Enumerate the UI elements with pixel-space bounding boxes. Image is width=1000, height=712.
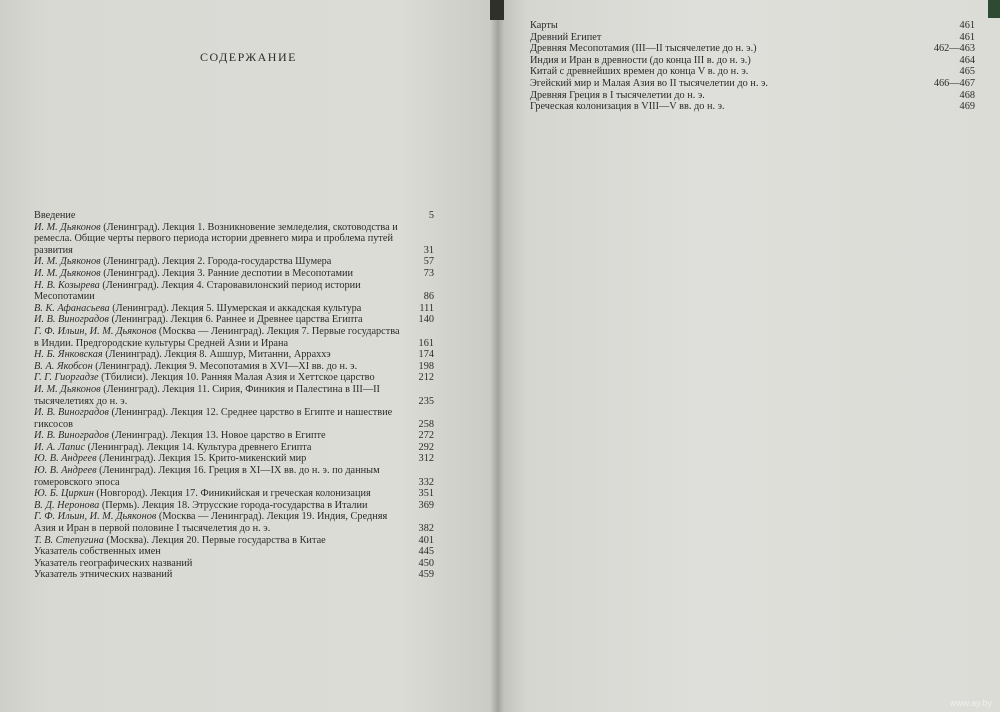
- toc-entry-title: Китай с древнейших времен до конца V в. до н. э.: [530, 66, 749, 78]
- toc-entry-page: 161: [418, 337, 434, 349]
- toc-entry: [34, 280, 434, 303]
- toc-entry-title: (Новгород). Лекция 17. Финикийская и греческая колонизация: [96, 488, 371, 500]
- toc-entry-title: Указатель географических названий: [34, 557, 193, 569]
- toc-entry-page: 86: [423, 291, 434, 303]
- toc-entry-text: [530, 90, 949, 102]
- toc-entry-page: 292: [418, 441, 434, 453]
- toc-entry: [530, 32, 975, 44]
- toc-entry-page: 57: [423, 256, 434, 268]
- right-toc: [530, 20, 975, 113]
- toc-entry-title: (Ленинград). Лекция 9. Месопотамия в XVI—XI вв. до н. э.: [95, 360, 358, 372]
- toc-entry-page: 5: [428, 210, 434, 221]
- toc-entry-title: Указатель этнических названий: [34, 569, 173, 581]
- toc-entry: [34, 256, 434, 268]
- toc-entry-text: [34, 500, 408, 512]
- cover-edge: [988, 0, 1000, 18]
- toc-entry-author: И. М. Дьяконов: [34, 383, 101, 395]
- toc-entry-author: И. М. Дьяконов: [34, 267, 101, 279]
- toc-entry-text: [34, 442, 408, 454]
- toc-entry-page: 140: [418, 314, 434, 326]
- toc-entry-text: [34, 303, 408, 315]
- toc-entry-author: Ю. Б. Циркин: [34, 488, 94, 500]
- toc-entry-text: [34, 349, 408, 361]
- toc-entry-text: [34, 314, 408, 326]
- toc-entry-page: 464: [959, 54, 975, 66]
- toc-entry: [34, 268, 434, 280]
- book-gutter: [490, 0, 504, 712]
- toc-entry: [530, 43, 975, 55]
- toc-entry-author: И. М. Дьяконов: [34, 221, 101, 233]
- toc-entry-page: 450: [418, 557, 434, 569]
- toc-entry-author: И. А. Лапис: [34, 441, 86, 453]
- toc-entry-author: Г. Г. Гиоргадзе: [34, 372, 99, 384]
- toc-entry-title: (Ленинград). Лекция 6. Раннее и Древнее царства Египта: [111, 314, 363, 326]
- toc-entry-page: 369: [418, 499, 434, 511]
- toc-entry-title: (Ленинград). Лекция 14. Культура древнего Египта: [87, 441, 312, 453]
- toc-entry: [34, 569, 434, 581]
- toc-entry: [34, 558, 434, 570]
- toc-entry-page: 31: [423, 244, 434, 256]
- toc-entry-title: (Ленинград). Лекция 12. Среднее царство в Египте и нашествие гиксосов: [34, 407, 393, 430]
- toc-entry-title: Индия и Иран в древности (до конца III в. до н. э.): [530, 54, 751, 66]
- toc-entry-title: (Ленинград). Лекция 16. Греция в XI—IX вв. до н. э. по данным гомеровского эпоса: [34, 465, 380, 488]
- toc-entry-title: Карты: [530, 20, 558, 31]
- toc-entry-page: 462—463: [933, 43, 975, 55]
- toc-entry: [530, 78, 975, 90]
- toc-entry-text: [34, 361, 408, 373]
- toc-entry: [530, 101, 975, 113]
- toc-entry-author: В. К. Афанасьева: [34, 302, 110, 314]
- toc-entry-page: 198: [418, 360, 434, 372]
- toc-entry-text: [530, 66, 949, 78]
- toc-entry-title: (Ленинград). Лекция 5. Шумерская и аккадская культура: [112, 302, 362, 314]
- toc-entry-title: (Пермь). Лекция 18. Этрусские города-государства в Италии: [101, 499, 368, 511]
- toc-entry-text: [34, 569, 408, 581]
- toc-entry-page: 312: [418, 453, 434, 465]
- toc-entry-title: (Ленинград). Лекция 1. Возникновение земледелия, скотоводства и ремесла. Общие черты первого периода истории древнего мира и проблема путей развития: [34, 221, 398, 256]
- toc-entry-page: 111: [419, 302, 434, 314]
- toc-entry-title: Греческая колонизация в VIII—V вв. до н. э.: [530, 101, 725, 113]
- page-title: СОДЕРЖАНИЕ: [200, 50, 297, 64]
- toc-entry-page: 445: [418, 546, 434, 558]
- toc-entry-title: Указатель собственных имен: [34, 546, 161, 558]
- toc-entry-author: Ю. В. Андреев: [34, 465, 97, 477]
- toc-entry-title: (Ленинград). Лекция 13. Новое царство в Египте: [111, 430, 326, 442]
- toc-entry-author: В. Д. Неронова: [34, 499, 100, 511]
- toc-entry-text: [34, 558, 408, 570]
- toc-entry-author: В. А. Якобсон: [34, 360, 93, 372]
- toc-entry-title: (Тбилиси). Лекция 10. Ранняя Малая Азия и Хеттское царство: [101, 372, 375, 384]
- toc-entry-text: [530, 78, 934, 90]
- toc-entry: [34, 511, 434, 534]
- toc-entry: [34, 535, 434, 547]
- toc-entry: [530, 20, 975, 32]
- toc-entry-text: [34, 326, 408, 349]
- toc-entry-text: [34, 488, 408, 500]
- toc-entry-text: [34, 511, 408, 534]
- toc-entry-text: [34, 535, 408, 547]
- toc-entry-text: [34, 268, 408, 280]
- toc-entry-author: И. В. Виноградов: [34, 314, 109, 326]
- toc-entry: [34, 349, 434, 361]
- toc-entry: [34, 222, 434, 257]
- toc-entry-author: Н. Б. Янковская: [34, 349, 103, 361]
- toc-entry: [34, 546, 434, 558]
- toc-entry-author: Н. В. Козырева: [34, 279, 100, 291]
- toc-entry-text: [530, 32, 949, 44]
- toc-entry-text: [34, 465, 408, 488]
- toc-entry: [530, 66, 975, 78]
- toc-entry: [34, 488, 434, 500]
- toc-entry-page: 466—467: [933, 77, 975, 89]
- toc-entry-author: Г. Ф. Ильин, И. М. Дьяконов: [34, 511, 157, 523]
- toc-entry-page: 459: [418, 569, 434, 581]
- toc-entry-text: [34, 384, 408, 407]
- toc-entry-author: Т. В. Степугина: [34, 534, 104, 546]
- toc-entry-text: [530, 20, 949, 32]
- toc-entry: [530, 90, 975, 102]
- toc-entry-author: Г. Ф. Ильин, И. М. Дьяконов: [34, 325, 157, 337]
- toc-entry: [34, 442, 434, 454]
- toc-entry: [530, 55, 975, 67]
- toc-entry: [34, 384, 434, 407]
- toc-entry: [34, 303, 434, 315]
- toc-entry: [34, 430, 434, 442]
- toc-entry-author: Ю. В. Андреев: [34, 453, 97, 465]
- toc-entry: [34, 210, 434, 222]
- toc-entry-title: (Москва — Ленинград). Лекция 7. Первые государства в Индии. Предгородские культуры Средней Азии и Ирана: [34, 325, 400, 349]
- toc-entry-page: 461: [959, 31, 975, 43]
- toc-entry-page: 235: [418, 395, 434, 407]
- toc-entry-text: [34, 430, 408, 442]
- toc-entry: [34, 372, 434, 384]
- toc-entry-title: (Ленинград). Лекция 3. Ранние деспотии в Месопотамии: [103, 267, 354, 279]
- toc-entry-author: И. М. Дьяконов: [34, 256, 101, 268]
- toc-entry: [34, 326, 434, 349]
- toc-entry-text: [34, 222, 408, 257]
- toc-entry-page: 73: [423, 267, 434, 279]
- toc-entry-page: 272: [418, 430, 434, 442]
- toc-entry: [34, 361, 434, 373]
- toc-entry-text: [530, 43, 934, 55]
- toc-entry-text: [530, 101, 949, 113]
- toc-entry-text: [34, 407, 408, 430]
- toc-entry-title: Введение: [34, 210, 76, 221]
- watermark: www.ay.by: [949, 698, 992, 708]
- toc-entry-text: [530, 55, 949, 67]
- toc-entry-text: [34, 210, 408, 222]
- toc-entry-text: [34, 280, 408, 303]
- toc-entry: [34, 314, 434, 326]
- toc-entry-text: [34, 453, 408, 465]
- toc-entry-page: 212: [418, 372, 434, 384]
- toc-entry-title: (Ленинград). Лекция 4. Старовавилонский период истории Месопотамии: [34, 279, 361, 303]
- toc-entry-title: (Ленинград). Лекция 2. Города-государства Шумера: [103, 256, 332, 268]
- toc-entry-title: (Ленинград). Лекция 8. Ашшур, Митанни, Арраххэ: [105, 349, 331, 361]
- toc-entry-page: 468: [959, 89, 975, 101]
- left-toc: [34, 210, 434, 581]
- toc-entry-title: (Ленинград). Лекция 11. Сирия, Финикия и Палестина в III—II тысячелетиях до н. э.: [34, 383, 380, 407]
- toc-entry-text: [34, 372, 408, 384]
- toc-entry: [34, 407, 434, 430]
- toc-entry-page: 174: [418, 349, 434, 361]
- toc-entry-author: И. В. Виноградов: [34, 407, 109, 419]
- toc-entry-page: 258: [418, 418, 434, 430]
- toc-entry-text: [34, 256, 408, 268]
- toc-entry-page: 465: [959, 66, 975, 78]
- toc-entry-title: Древний Египет: [530, 31, 602, 43]
- toc-entry-title: (Москва — Ленинград). Лекция 19. Индия, Средняя Азия и Иран в первой половине I тысячелетия до н. э.: [34, 511, 388, 535]
- toc-entry-title: (Москва). Лекция 20. Первые государства в Китае: [106, 534, 326, 546]
- toc-entry-page: 332: [418, 476, 434, 488]
- toc-entry-title: Эгейский мир и Малая Азия во II тысячелетии до н. э.: [530, 77, 768, 89]
- toc-entry-text: [34, 546, 408, 558]
- toc-entry-page: 351: [418, 488, 434, 500]
- toc-entry: [34, 500, 434, 512]
- toc-entry-page: 401: [418, 534, 434, 546]
- toc-entry-page: 461: [959, 20, 975, 31]
- toc-entry: [34, 465, 434, 488]
- cover-corner: [490, 0, 504, 20]
- toc-entry: [34, 453, 434, 465]
- toc-entry-title: (Ленинград). Лекция 15. Крито-микенский мир: [99, 453, 307, 465]
- toc-entry-title: Древняя Греция в I тысячелетии до н. э.: [530, 89, 705, 101]
- toc-entry-page: 469: [959, 101, 975, 113]
- toc-entry-author: И. В. Виноградов: [34, 430, 109, 442]
- toc-entry-page: 382: [418, 523, 434, 535]
- toc-entry-title: Древняя Месопотамия (III—II тысячелетие до н. э.): [530, 43, 757, 55]
